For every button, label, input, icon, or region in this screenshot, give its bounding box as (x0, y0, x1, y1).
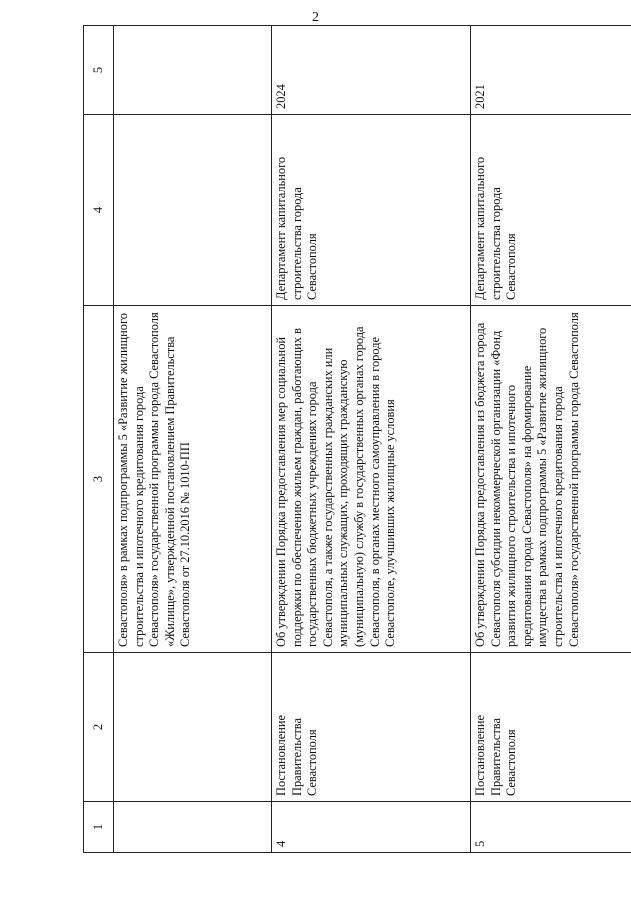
header-cell-1: 1 (84, 802, 114, 853)
header-cell-2: 2 (84, 653, 114, 802)
document-table (83, 25, 631, 853)
header-cell-4: 4 (84, 115, 114, 306)
table-header-row (84, 26, 114, 853)
document-title-cell: Об утверждении Порядка предоставления из бюджета города Севастополя субсидии некоммерческой организации «Фонд развития жилищного строительства и ипотечного кредитования города Севастополя» на формирование имущества в рамках подпрограммы 5 «Развитие жилищного строительства и ипотечного кредитования города Севастополя» государственной программы города Севастополя (471, 306, 631, 653)
row-number-cell: 4 (272, 802, 471, 853)
year-cell (114, 26, 272, 115)
document-title-cell: Севастополя» в рамках подпрограммы 5 «Развитие жилищного строительства и ипотечного кредитования города Севастополя» государственной программы города Севастополя «Жилище», утвержденной постановлением Правительства Севастополя от 27.10.2016 № 1010-ПП (114, 306, 272, 653)
document-title-cell: Об утверждении Порядка предоставления мер социальной поддержки по обеспечению жильем граждан, работающих в государственных бюджетных учреждениях города Севастополя, а также государственных гражданских или муниципальных служащих, проходящих гражданскую (муниципальную) службу в государственных органах города Севастополя, в органах местного самоуправления в городе Севастополе, улучшивших жилищные условия (272, 306, 471, 653)
table-row (114, 26, 272, 853)
executor-cell: Департамент капитального строительства города Севастополя (272, 115, 471, 306)
year-cell: 2021 (471, 26, 631, 115)
document-type-cell: Постановление Правительства Севастополя (272, 653, 471, 802)
document-type-cell: Постановление Правительства Севастополя (471, 653, 631, 802)
header-cell-5: 5 (84, 26, 114, 115)
document-type-cell (114, 653, 272, 802)
header-cell-3: 3 (84, 306, 114, 653)
table-row (471, 26, 631, 853)
row-number-cell: 5 (471, 802, 631, 853)
executor-cell (114, 115, 272, 306)
year-cell: 2024 (272, 26, 471, 115)
executor-cell: Департамент капитального строительства города Севастополя (471, 115, 631, 306)
page-number: 2 (312, 10, 319, 25)
table-container (83, 51, 631, 853)
table-row (272, 26, 471, 853)
row-number-cell (114, 802, 272, 853)
